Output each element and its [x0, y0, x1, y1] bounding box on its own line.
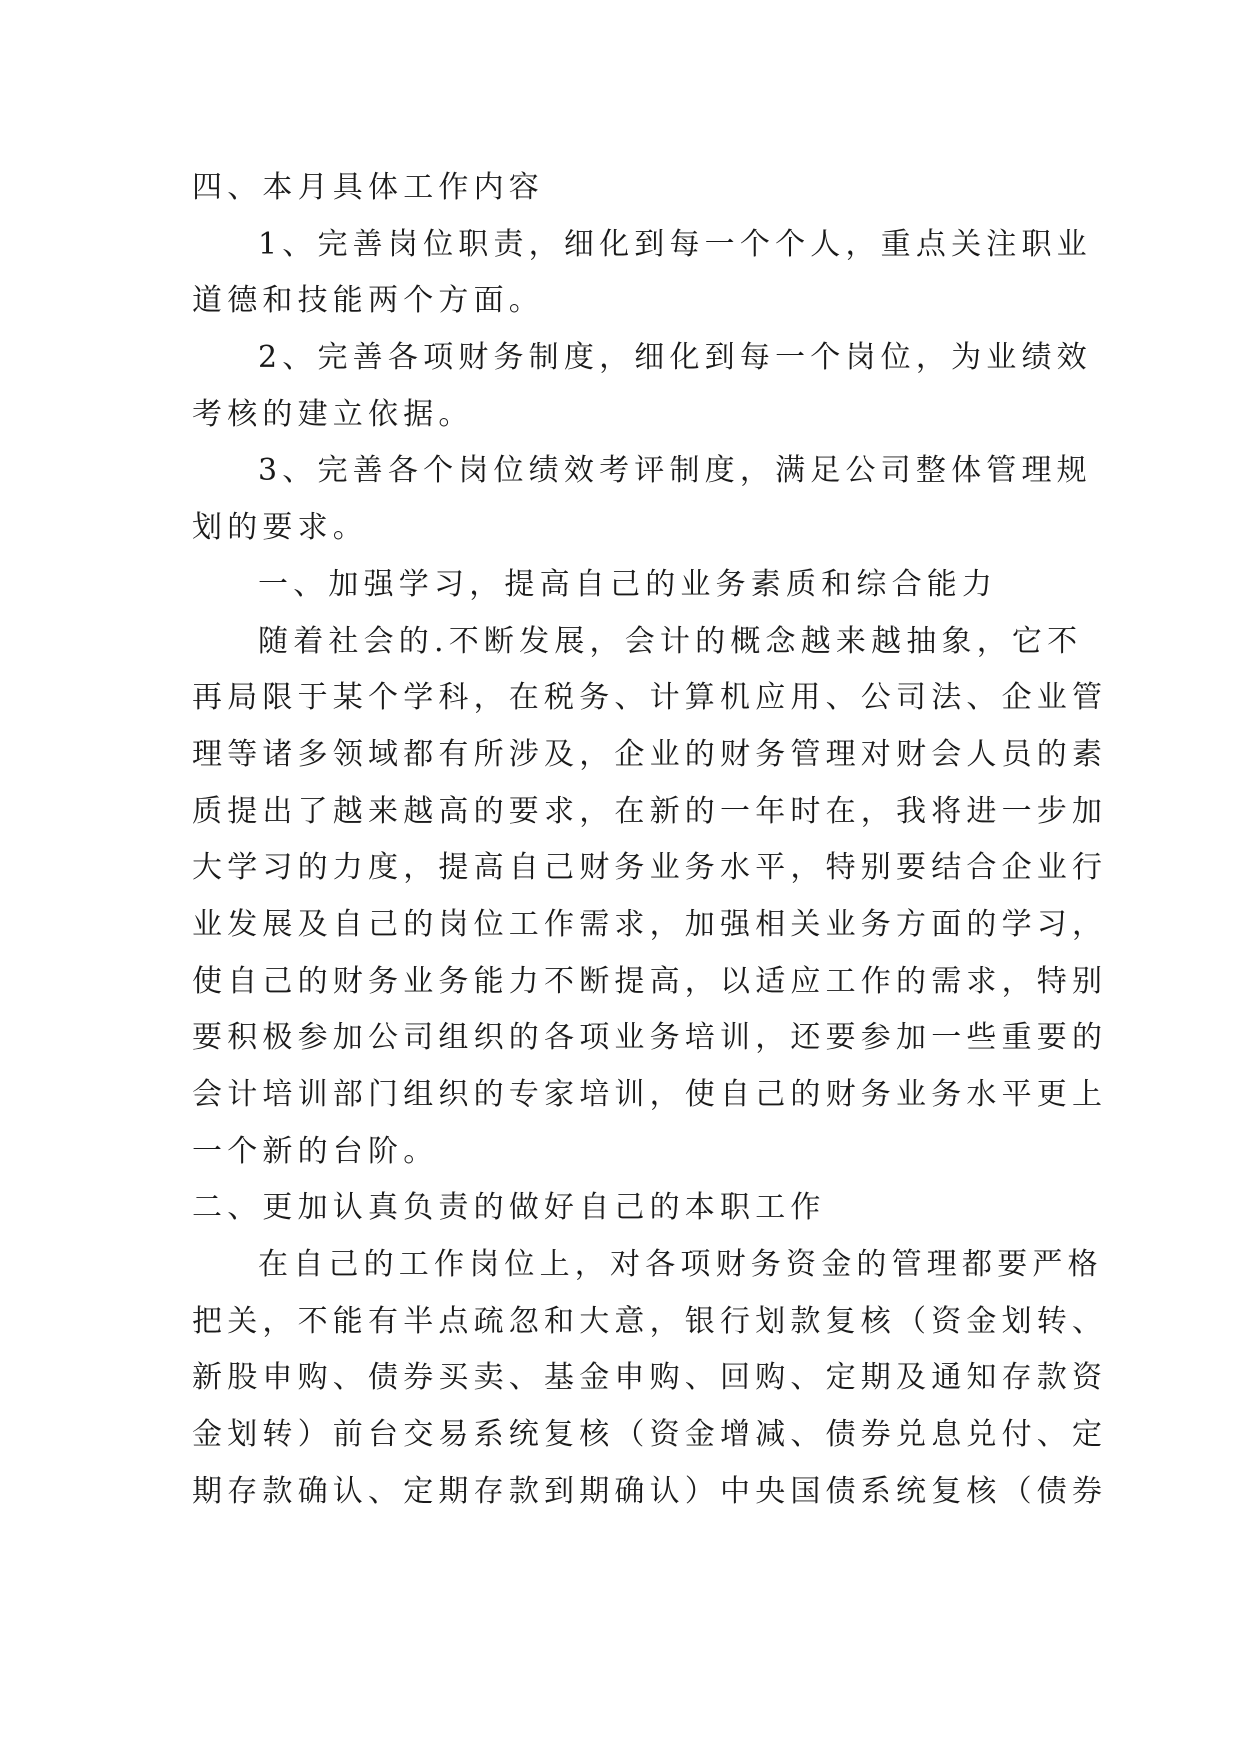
paragraph-line: 2、完善各项财务制度，细化到每一个岗位，为业绩效 [258, 340, 1092, 376]
paragraph-line: 期存款确认、定期存款到期确认）中央国债系统复核（债券 [192, 1473, 1108, 1509]
paragraph-line: 考核的建立依据。 [192, 396, 474, 432]
paragraph-line: 大学习的力度，提高自己财务业务水平，特别要结合企业行 [192, 850, 1108, 886]
paragraph-line: 随着社会的.不断发展，会计的概念越来越抽象，它不 [258, 623, 1083, 659]
paragraph-line: 在自己的工作岗位上，对各项财务资金的管理都要严格 [258, 1247, 1103, 1283]
paragraph-line: 一个新的台阶。 [192, 1133, 439, 1169]
paragraph-line: 道德和技能两个方面。 [192, 283, 544, 319]
heading-section-4: 四、本月具体工作内容 [192, 170, 544, 205]
paragraph-line: 划的要求。 [192, 510, 368, 546]
paragraph-line: 理等诸多领域都有所涉及，企业的财务管理对财会人员的素 [192, 736, 1108, 772]
document-body [192, 160, 1108, 1521]
paragraph-line: 金划转）前台交易系统复核（资金增减、债券兑息兑付、定 [192, 1417, 1108, 1453]
heading-section-1: 一、加强学习，提高自己的业务素质和综合能力 [258, 566, 998, 602]
paragraph-line: 新股申购、债券买卖、基金申购、回购、定期及通知存款资 [192, 1360, 1108, 1396]
paragraph-line: 3、完善各个岗位绩效考评制度，满足公司整体管理规 [258, 453, 1092, 489]
paragraph-line: 1、完善岗位职责，细化到每一个个人，重点关注职业 [258, 226, 1092, 262]
paragraph-line: 要积极参加公司组织的各项业务培训，还要参加一些重要的 [192, 1020, 1108, 1056]
paragraph-line: 再局限于某个学科，在税务、计算机应用、公司法、企业管 [192, 680, 1108, 716]
heading-section-2: 二、更加认真负责的做好自己的本职工作 [192, 1190, 826, 1226]
paragraph-line: 业发展及自己的岗位工作需求，加强相关业务方面的学习， [192, 906, 1108, 942]
paragraph-line: 使自己的财务业务能力不断提高，以适应工作的需求，特别 [192, 963, 1108, 999]
paragraph-line: 把关，不能有半点疏忽和大意，银行划款复核（资金划转、 [192, 1303, 1108, 1339]
paragraph-line: 质提出了越来越高的要求，在新的一年时在，我将进一步加 [192, 793, 1108, 829]
paragraph-line: 会计培训部门组织的专家培训，使自己的财务业务水平更上 [192, 1077, 1108, 1112]
